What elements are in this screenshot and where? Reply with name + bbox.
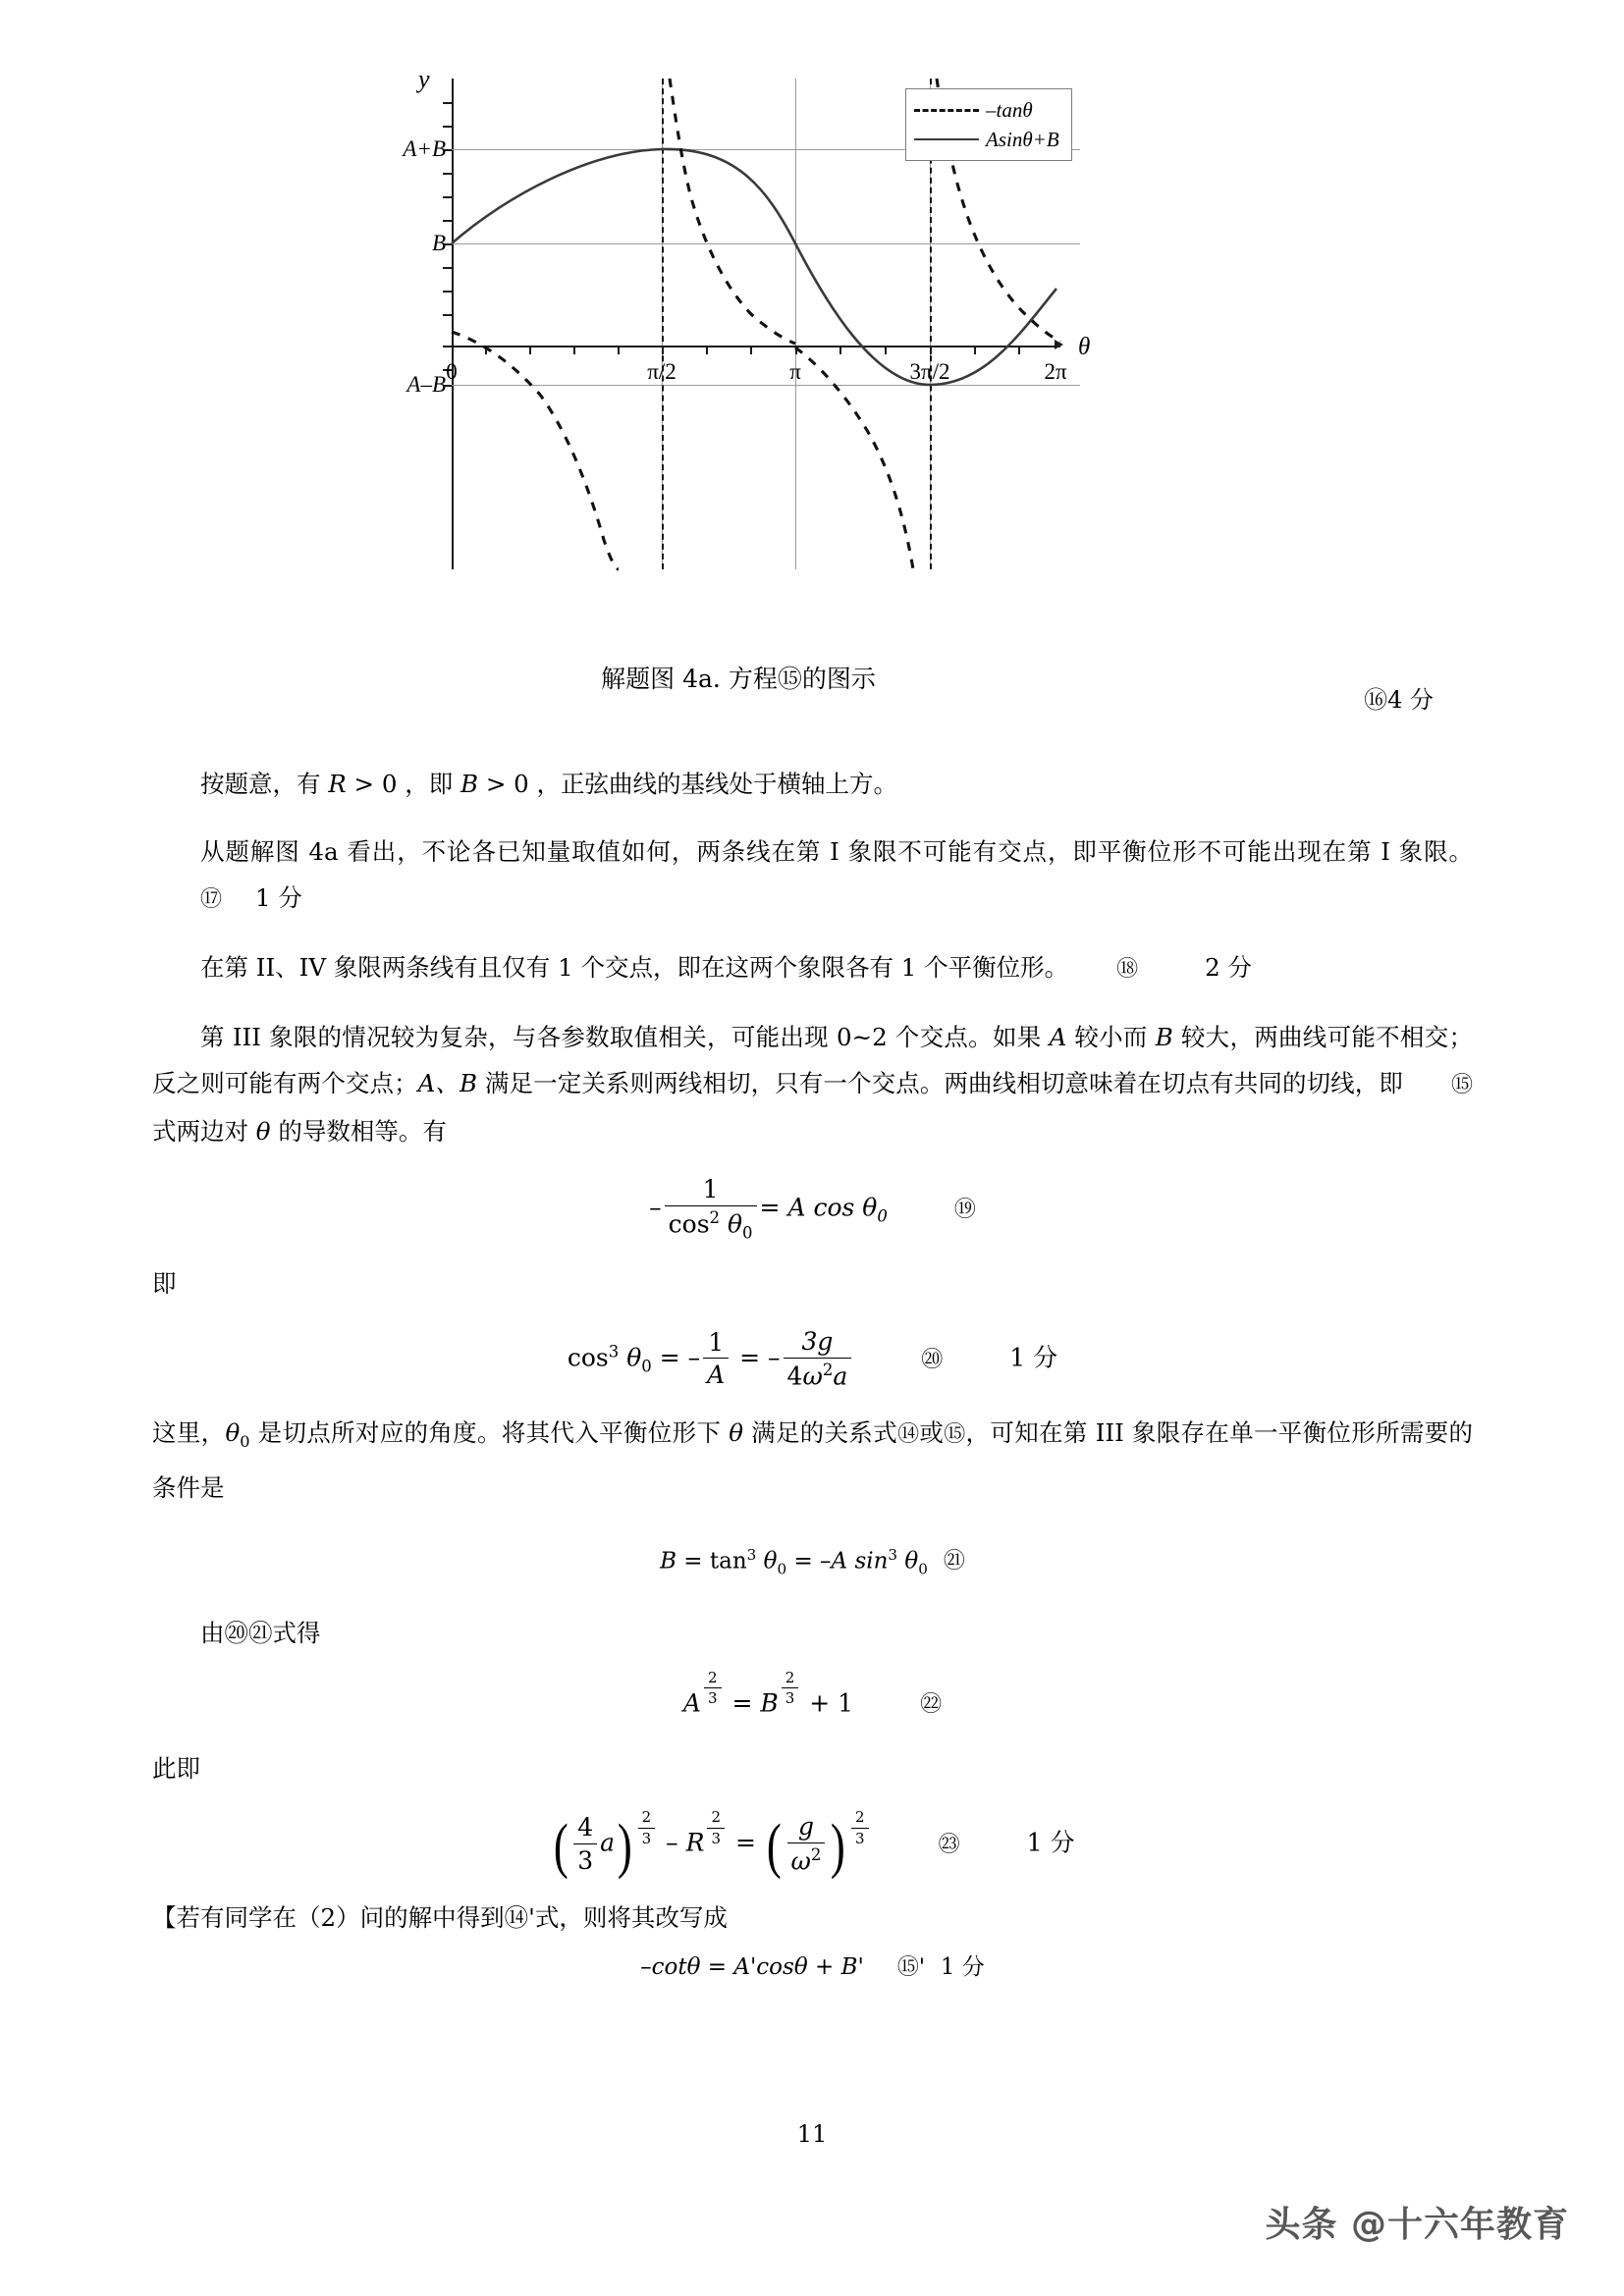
eq20-f1-den: A — [707, 1361, 726, 1390]
eq23-var-R: R — [685, 1829, 705, 1858]
eq20-score: 1 分 — [1009, 1343, 1058, 1372]
eq21-equals-1: = tan — [683, 1548, 747, 1575]
eq20-cos: cos — [567, 1343, 609, 1372]
p1-var-B: B — [460, 770, 479, 798]
eq22-equals: = — [731, 1688, 753, 1718]
p6-text-5: ，可知在第 III 象限存在单一平衡位形所需要的条件是 — [152, 1417, 1474, 1502]
eq19-theta-sub: 0 — [742, 1222, 753, 1242]
eq19-mark: ⑲ — [953, 1197, 976, 1222]
eq22-mark: ㉒ — [920, 1692, 943, 1718]
p3-text: 在第 II、IV 象限两条线有且仅有 1 个交点，即在这两个象限各有 1 个平衡位形。 — [200, 953, 1069, 982]
eq21-exp-1: 3 — [746, 1545, 757, 1564]
legend-item-neg-tan — [914, 95, 1059, 125]
eq20-fraction-1 — [703, 1328, 729, 1390]
eq22-A-exp-den: 3 — [707, 1689, 718, 1708]
eq19-cos: cos — [668, 1208, 710, 1238]
eq22-B-exp-den: 3 — [785, 1689, 795, 1708]
eq23-f1-num: 4 — [573, 1813, 597, 1844]
eq15p-expression: –cotθ = A'cosθ + B' — [640, 1953, 864, 1980]
equation-22 — [152, 1668, 1473, 1729]
paragraph-7: 由⑳㉑式得 — [200, 1618, 321, 1647]
eq23-f1-den: 3 — [577, 1845, 594, 1875]
legend-swatch-solid-icon — [914, 138, 979, 140]
p4-text-6: 的导数相等。有 — [270, 1117, 447, 1146]
eq20-equals-1: = – — [659, 1343, 701, 1372]
page-number: 11 — [796, 2120, 828, 2148]
paragraph-6 — [152, 1410, 1473, 1511]
eq23-fraction-2 — [787, 1812, 826, 1875]
p4-text-1: 第 III 象限的情况较为复杂，与各参数取值相关，可能出现 0~2 个交点。如果 — [200, 1023, 1050, 1051]
eq15p-score: 1 分 — [940, 1953, 985, 1980]
eq21-exp-2: 3 — [888, 1545, 898, 1564]
p1-text-c: > 0 ，正弦曲线的基线处于横轴上方。 — [478, 770, 898, 798]
eq22-B: B — [760, 1688, 779, 1718]
eq22-B-exp — [782, 1670, 799, 1708]
eq19-cos-exp: 2 — [709, 1207, 721, 1227]
eq20-theta: θ — [626, 1343, 642, 1372]
legend-label-neg-tan: –tanθ — [986, 98, 1033, 122]
paragraph-4 — [152, 1014, 1473, 1154]
eq15p-mark: ⑮' — [896, 1954, 925, 1980]
x-tick-label-pi: π — [789, 359, 801, 384]
curve-neg-tan-branch3 — [795, 347, 913, 569]
eq23-paren-close-2: ) — [831, 1812, 846, 1880]
p6-circled-mark-14: ⑭ — [897, 1421, 920, 1447]
eq23-paren-open-1: ( — [553, 1812, 568, 1880]
eq23-fraction-1 — [573, 1813, 597, 1875]
eq21-theta-sub-2: 0 — [918, 1559, 928, 1577]
legend-swatch-dashed-icon — [914, 109, 979, 112]
equation-15-prime — [152, 1945, 1473, 1991]
eq19-theta: θ — [727, 1208, 743, 1238]
figure-caption-text: 解题图 4a. 方程⑮的图示 — [601, 665, 876, 693]
p4-var-A: A — [1049, 1023, 1067, 1051]
eq23-paren-close-1: ) — [617, 1812, 632, 1880]
eq21-mark: ㉑ — [943, 1549, 965, 1575]
y-tick-label-a-plus-b: A+B — [403, 136, 446, 161]
eq21-theta-1: θ — [763, 1548, 778, 1575]
eq23-f2-num: g — [787, 1812, 826, 1843]
p6-theta0: θ — [225, 1417, 241, 1447]
eq23-exp2-num: 2 — [851, 1809, 869, 1829]
y-tick-label-b: B — [431, 231, 446, 255]
eq22-plus-one: + 1 — [809, 1688, 854, 1718]
eq20-cos-exp: 3 — [608, 1342, 620, 1362]
x-tick-label-3pi-2: 3π/2 — [909, 359, 950, 384]
eq20-mark: ⑳ — [921, 1347, 944, 1372]
x-tick-label-2pi: 2π — [1044, 359, 1067, 384]
eq22-B-exp-num: 2 — [782, 1670, 799, 1689]
eq19-rhs: A cos θ — [787, 1193, 878, 1222]
legend-label-asin-b: Asinθ+B — [986, 128, 1059, 151]
eq23-score: 1 分 — [1026, 1829, 1075, 1858]
paragraph-1 — [152, 761, 1473, 807]
p1-text-a: 按题意，有 — [200, 770, 329, 798]
eq23-expR-num: 2 — [707, 1809, 725, 1829]
legend-item-asin-b — [914, 125, 1059, 154]
eq22-A: A — [682, 1688, 701, 1718]
figure-block — [0, 59, 1624, 693]
p2-text: 从题解图 4a 看出，不论各已知量取值如何，两条线在第 I 象限不可能有交点，即平衡位形不可能出现在第 I 象限。 — [200, 837, 1473, 866]
equation-19 — [152, 1176, 1473, 1243]
p4-var-B: B — [1155, 1023, 1173, 1051]
p1-text-b: > 0 ，即 — [346, 770, 461, 798]
eq21-equals-2: = –A sin — [793, 1548, 889, 1575]
eq23-expR-den: 3 — [711, 1830, 721, 1848]
chart-legend — [905, 88, 1072, 161]
p6-circled-mark-15: ⑮ — [944, 1421, 966, 1447]
eq20-fraction-2 — [784, 1327, 852, 1390]
p1-var-R: R — [328, 770, 347, 798]
equation-23 — [152, 1808, 1473, 1880]
eq23-exp2-den: 3 — [855, 1830, 865, 1848]
eq20-theta-sub: 0 — [641, 1357, 652, 1376]
chart-figure — [403, 59, 1218, 589]
curve-neg-tan-branch1 — [452, 332, 619, 569]
eq23-exp-R — [707, 1809, 725, 1847]
eq23-exp-2 — [851, 1809, 869, 1847]
eq23-var-a: a — [600, 1829, 615, 1858]
eq19-numerator: 1 — [665, 1175, 757, 1206]
eq23-mark: ㉓ — [938, 1833, 960, 1858]
p6-text-1: 这里， — [152, 1417, 226, 1447]
p6-theta: θ — [729, 1417, 744, 1447]
p2-circled-mark: ⑰ — [200, 887, 223, 912]
eq19-fraction — [665, 1175, 757, 1242]
eq20-f2-den-omega: ω — [802, 1362, 823, 1391]
watermark — [1265, 2197, 1569, 2247]
mark-16: ⑯4 分 — [1364, 686, 1434, 714]
paragraph-8: 此即 — [152, 1754, 200, 1784]
plot-frame — [403, 65, 1091, 569]
p6-text-2: 是切点所对应的角度。将其代入平衡位形下 — [249, 1417, 730, 1447]
p4-var-theta: θ — [255, 1117, 271, 1146]
x-tick-label-pi-2: π/2 — [647, 359, 677, 384]
eq23-equals: = — [734, 1829, 756, 1858]
p4-text-4: 满足一定关系则两线相切，只有一个交点。两曲线相切意味着在切点有共同的切线，即 — [477, 1069, 1403, 1097]
p3-score: 2 分 — [1205, 953, 1253, 982]
eq23-f2-omega: ω — [790, 1846, 811, 1876]
paragraph-ji: 即 — [152, 1269, 177, 1299]
eq21-theta-2: θ — [904, 1548, 919, 1575]
eq20-f2-den — [784, 1359, 852, 1391]
eq23-exp1-num: 2 — [638, 1809, 656, 1829]
p4-text-3: 较大，两曲线可能不相交；反之则可能有两个交点； — [152, 1023, 1473, 1097]
y-tick-label-a-minus-b: A–B — [406, 372, 446, 397]
eq19-rhs-sub: 0 — [877, 1206, 888, 1226]
equation-20 — [152, 1328, 1473, 1391]
p6-theta0-sub: 0 — [240, 1431, 250, 1451]
p2-score: 1 分 — [255, 883, 302, 912]
x-axis-title: θ — [1078, 334, 1091, 360]
p6-text-4: 或 — [919, 1417, 945, 1447]
equation-21 — [152, 1532, 1473, 1592]
eq21-B: B — [660, 1548, 677, 1575]
eq20-f2-den-a: a — [833, 1362, 848, 1391]
x-tick-label-0: 0 — [446, 359, 458, 384]
eq22-A-exp — [704, 1670, 722, 1708]
p4-text-5: 式两边对 — [152, 1117, 256, 1146]
p4-text-2: 较小而 — [1066, 1023, 1156, 1051]
watermark-text: 头条 @十六年教育 — [1265, 2205, 1569, 2245]
paragraph-3 — [152, 944, 1473, 992]
eq20-f2-num: 3g — [784, 1327, 852, 1359]
eq19-denominator — [665, 1206, 757, 1243]
eq19-equals: = — [759, 1193, 781, 1222]
paragraph-2 — [152, 828, 1473, 923]
eq20-equals-2: = – — [739, 1343, 781, 1372]
p4-var-AB: A、B — [417, 1069, 477, 1097]
eq23-exp1-den: 3 — [641, 1830, 652, 1848]
curve-asin-plus-b — [452, 149, 1056, 385]
p6-text-3: 满足的关系式 — [743, 1417, 898, 1447]
eq20-f1-num: 1 — [703, 1328, 729, 1360]
eq20-f2-den-exp: 2 — [822, 1360, 834, 1379]
document-body — [152, 677, 1473, 2008]
eq23-exp-1 — [638, 1809, 656, 1847]
eq23-paren-open-2: ( — [766, 1812, 782, 1880]
eq23-f2-omega-exp: 2 — [810, 1844, 822, 1864]
p4-circled-mark-15: ⑮ — [1450, 1073, 1473, 1097]
y-axis-title: y — [418, 65, 430, 93]
p3-circled-mark: ⑱ — [1116, 957, 1139, 982]
eq20-f2-den-4: 4 — [786, 1362, 803, 1391]
eq19-minus: – — [649, 1193, 662, 1222]
eq21-theta-sub-1: 0 — [777, 1559, 787, 1577]
eq22-A-exp-num: 2 — [704, 1670, 722, 1689]
paragraph-9: 【若有同学在（2）问的解中得到⑭'式，则将其改写成 — [152, 1902, 728, 1932]
eq23-f2-den — [787, 1843, 826, 1876]
eq23-minus: – — [666, 1829, 678, 1858]
